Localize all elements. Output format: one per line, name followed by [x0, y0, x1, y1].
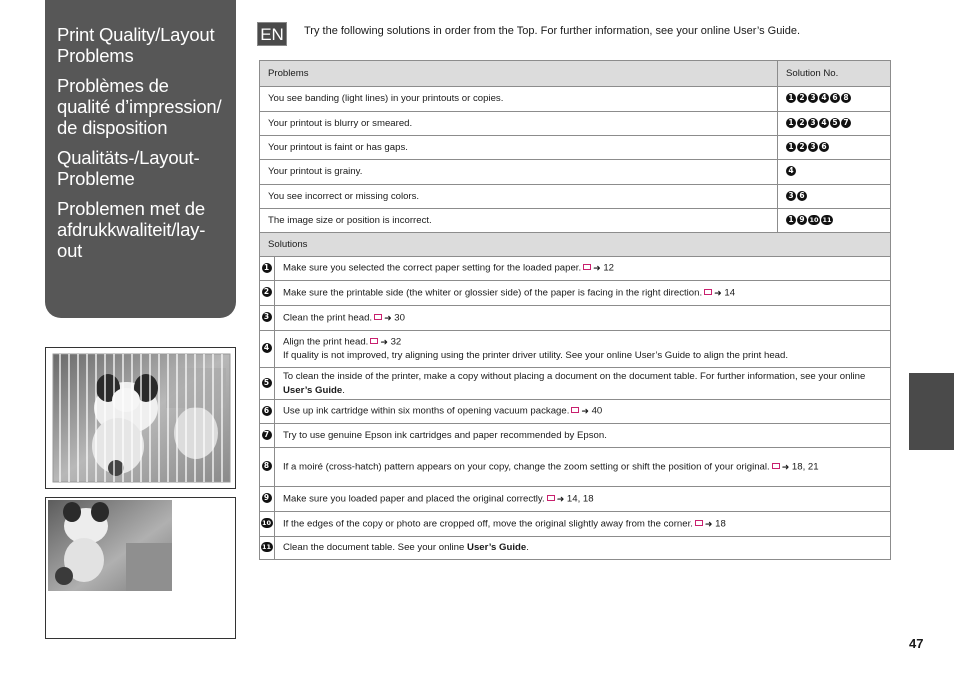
solution-text: Clean the print head.	[283, 312, 373, 324]
problem-row	[260, 112, 891, 136]
book-icon	[571, 407, 579, 413]
solution-numbers	[778, 160, 891, 185]
solution-text: Use up ink cartridge within six months of opening vacuum package.	[283, 405, 570, 417]
solution-number-icon: 6	[262, 406, 272, 416]
solution-number-icon: 1	[786, 215, 796, 225]
book-icon	[704, 289, 712, 295]
solution-text-line2: If quality is not improved, try aligning using the printer driver utility. See your online User’s Guide to align the print head.	[283, 350, 789, 362]
solution-cell: Clean the document table. See your online User’s Guide.	[275, 537, 891, 560]
solution-number	[260, 306, 275, 331]
solution-number-icon: 8	[841, 93, 851, 103]
solution-number	[260, 448, 275, 487]
solution-number-icon: 3	[808, 93, 818, 103]
arrow-icon: ➜	[704, 518, 713, 529]
solution-number	[260, 257, 275, 281]
page-ref: 12	[603, 262, 615, 274]
problem-text: The image size or position is incorrect.	[260, 209, 778, 233]
problem-text: Your printout is grainy.	[260, 160, 778, 185]
title-en: Print Quality/Layout Problems	[57, 24, 215, 66]
solution-row	[260, 306, 891, 331]
intro-text: Try the following solutions in order from the Top. For further information, see your online User’s Guide.	[304, 25, 801, 37]
solution-number-icon: 3	[786, 191, 796, 201]
solution-number-icon: 4	[819, 93, 829, 103]
solution-number	[260, 331, 275, 368]
solution-row	[260, 424, 891, 448]
banding-example-photo	[45, 347, 236, 489]
solution-cell	[275, 512, 891, 537]
dog-photo-banding	[46, 348, 235, 488]
solution-number	[260, 281, 275, 306]
solution-number	[260, 400, 275, 424]
book-icon	[695, 520, 703, 526]
solution-cell	[275, 306, 891, 331]
solution-text: If the edges of the copy or photo are cropped off, move the original slightly away from the corner.	[283, 518, 693, 530]
solution-number	[260, 512, 275, 537]
solution-number-icon: 7	[841, 118, 851, 128]
section-side-tab	[909, 373, 954, 450]
page-ref: 30	[394, 312, 405, 324]
arrow-icon: ➜	[581, 406, 589, 417]
solution-cell	[275, 400, 891, 424]
solution-number-icon: 5	[830, 118, 840, 128]
solutions-header-row	[260, 233, 891, 257]
solution-number-icon: 10	[809, 215, 819, 224]
book-icon	[583, 264, 591, 270]
solution-cell	[275, 257, 891, 281]
solution-text: Clean the document table. See your online	[283, 542, 465, 553]
page-number: 47	[909, 636, 924, 651]
solution-number-icon: 7	[262, 430, 272, 440]
solution-number-icon: 8	[262, 461, 272, 471]
problem-text: You see incorrect or missing colors.	[260, 185, 778, 209]
solution-row	[260, 537, 891, 560]
solution-cell	[275, 448, 891, 487]
solution-row	[260, 257, 891, 281]
dog-photo-cropped	[46, 498, 235, 638]
solution-text: Try to use genuine Epson ink cartridges and paper recommended by Epson.	[283, 429, 607, 441]
solution-numbers	[778, 185, 891, 209]
arrow-icon: ➜	[781, 461, 790, 472]
solution-number-icon: 1	[786, 118, 796, 128]
problem-text: Your printout is faint or has gaps.	[260, 136, 778, 160]
solution-row	[260, 368, 891, 400]
solution-number	[260, 368, 275, 400]
solution-number-icon: 6	[819, 142, 829, 152]
title-de: Qualitäts-/Layout-Probleme	[57, 147, 200, 189]
page-ref: 14, 18	[566, 493, 594, 505]
solution-text: Align the print head.	[283, 336, 369, 348]
problems-header: Problems	[260, 61, 778, 87]
title-panel	[45, 0, 236, 318]
solution-numbers	[778, 87, 891, 112]
solution-cell	[275, 281, 891, 306]
solution-numbers	[778, 112, 891, 136]
solution-number-icon: 10	[261, 519, 272, 528]
arrow-icon: ➜	[593, 263, 601, 274]
solution-cell	[275, 487, 891, 512]
page-ref: 18, 21	[791, 461, 819, 473]
solution-number-icon: 1	[786, 142, 796, 152]
solution-number	[260, 487, 275, 512]
problem-text: You see banding (light lines) in your printouts or copies.	[260, 87, 778, 112]
solution-numbers	[778, 209, 891, 233]
problem-row	[260, 160, 891, 185]
solutions-header: Solutions	[260, 233, 891, 257]
solution-number-icon: 3	[808, 142, 818, 152]
problem-text: Your printout is blurry or smeared.	[260, 112, 778, 136]
solution-number-icon: 6	[830, 93, 840, 103]
arrow-icon: ➜	[556, 493, 565, 504]
solution-number-icon: 2	[797, 142, 807, 152]
page-ref: 40	[591, 405, 603, 417]
solution-number	[260, 424, 275, 448]
book-icon	[547, 495, 555, 501]
arrow-icon: ➜	[714, 287, 722, 298]
solution-number-icon: 1	[262, 263, 272, 273]
solution-number-icon: 5	[262, 378, 272, 388]
page-ref: 14	[724, 287, 736, 299]
solution-cell: To clean the inside of the printer, make a copy without placing a document on the document table. For further information, see your online User’s Guide.	[275, 368, 891, 400]
solution-row	[260, 281, 891, 306]
book-icon	[370, 338, 378, 344]
solution-row	[260, 448, 891, 487]
solution-no-header: Solution No.	[778, 61, 891, 87]
solution-number-icon: 2	[262, 287, 272, 297]
solution-number-icon: 4	[786, 166, 796, 176]
book-icon	[772, 463, 780, 469]
page-ref: 18	[715, 518, 726, 530]
problem-row	[260, 185, 891, 209]
solution-number-icon: 3	[808, 118, 818, 128]
solution-text: If a moiré (cross-hatch) pattern appears on your copy, change the zoom setting or shift the position of your original.	[283, 461, 770, 473]
problems-solutions-table	[259, 60, 891, 560]
solution-number-icon: 9	[797, 215, 807, 225]
book-icon	[374, 314, 382, 320]
solution-cell	[275, 331, 891, 368]
solution-number-icon: 1	[786, 93, 796, 103]
solution-text: Make sure you selected the correct paper setting for the loaded paper.	[283, 262, 582, 274]
solution-number-icon: 11	[822, 215, 832, 224]
arrow-icon: ➜	[380, 336, 388, 347]
solution-row	[260, 400, 891, 424]
title-nl: Problemen met de afdrukkwaliteit/lay-out	[57, 198, 206, 261]
language-badge: EN	[257, 22, 287, 46]
solution-number-icon: 4	[262, 343, 272, 353]
solution-number-icon: 9	[262, 493, 272, 503]
page-ref: 32	[390, 336, 402, 348]
users-guide-link: User’s Guide	[283, 384, 343, 396]
arrow-icon: ➜	[384, 312, 392, 323]
problem-row	[260, 209, 891, 233]
solution-number-icon: 11	[261, 543, 272, 552]
table-header-row	[260, 61, 891, 87]
solution-number-icon: 6	[797, 191, 807, 201]
solution-text: Make sure the printable side (the whiter or glossier side) of the paper is facing in the right direction.	[283, 287, 703, 299]
solution-text: Make sure you loaded paper and placed the original correctly.	[283, 493, 545, 505]
solution-row	[260, 487, 891, 512]
users-guide-link: User’s Guide	[467, 542, 527, 553]
solution-number	[260, 537, 275, 560]
solution-cell	[275, 424, 891, 448]
solution-row	[260, 331, 891, 368]
cropped-example-photo	[45, 497, 236, 639]
problem-row	[260, 87, 891, 112]
solution-row	[260, 512, 891, 537]
solution-number-icon: 2	[797, 118, 807, 128]
title-fr: Problèmes de qualité d’impression/ de disposition	[57, 75, 222, 138]
problem-row	[260, 136, 891, 160]
solution-number-icon: 2	[797, 93, 807, 103]
solution-number-icon: 3	[262, 312, 272, 322]
solution-text: To clean the inside of the printer, make a copy without placing a document on the document table. For further information, see your online	[283, 370, 866, 382]
solution-number-icon: 4	[819, 118, 829, 128]
solution-numbers	[778, 136, 891, 160]
